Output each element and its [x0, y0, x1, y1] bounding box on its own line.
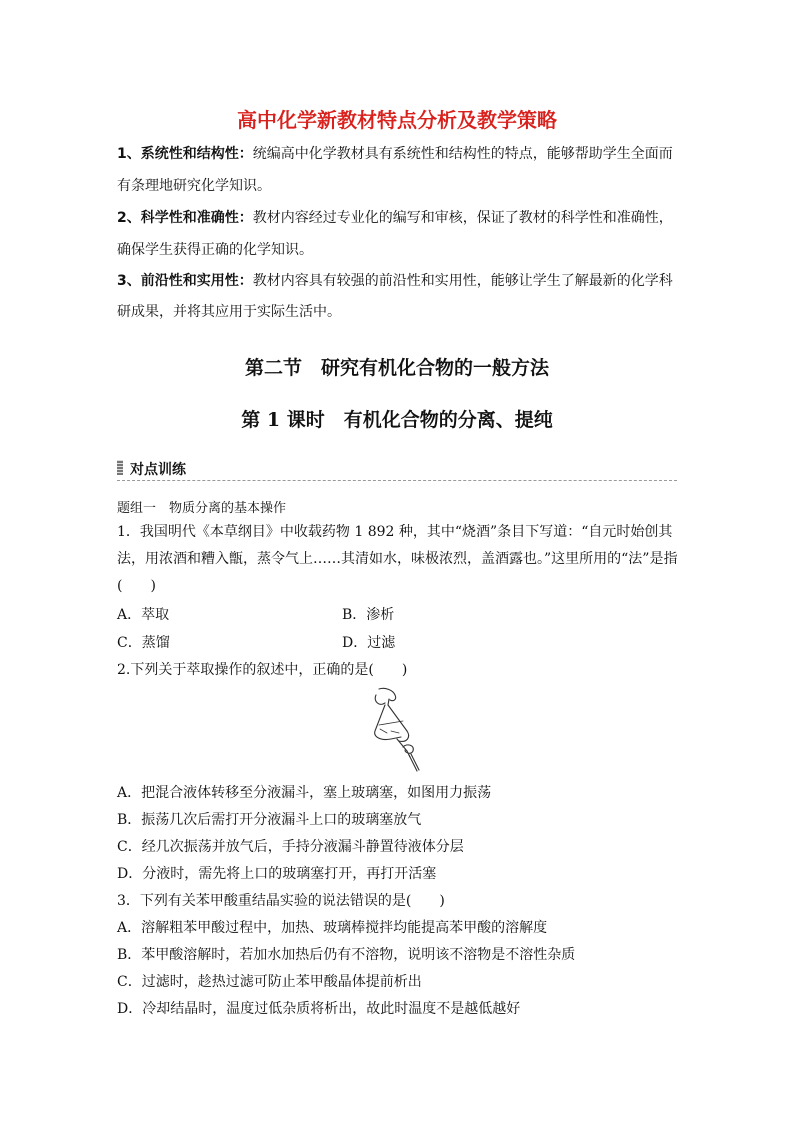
q2-option-c: C．经几次振荡并放气后，手持分液漏斗静置待液体分层: [117, 839, 464, 855]
practice-marker-icon: [117, 460, 123, 475]
q1-option-a: A．萃取: [117, 607, 170, 623]
intro-item-1-cont: 有条理地研究化学知识。: [117, 178, 271, 194]
intro-item-3: 3、前沿性和实用性：教材内容具有较强的前沿性和实用性，能够让学生了解最新的化学科: [117, 273, 673, 289]
divider: [117, 480, 677, 481]
intro-label: 2、科学性和准确性：: [117, 210, 253, 226]
intro-item-2: 2、科学性和准确性：教材内容经过专业化的编写和审核，保证了教材的科学性和准确性，: [117, 210, 673, 226]
q3-option-c: C．过滤时，趁热过滤可防止苯甲酸晶体提前析出: [117, 974, 422, 990]
q3-option-a: A．溶解粗苯甲酸过程中，加热、玻璃棒搅拌均能提高苯甲酸的溶解度: [117, 920, 548, 936]
q2-option-a: A．把混合液体转移至分液漏斗，塞上玻璃塞，如图用力振荡: [117, 785, 492, 801]
q2-option-d: D．分液时，需先将上口的玻璃塞打开，再打开活塞: [117, 866, 437, 882]
q2-option-b: B．振荡几次后需打开分液漏斗上口的玻璃塞放气: [117, 812, 422, 828]
question-1-stem: 1．我国明代《本草纲目》中收载药物 1 892 种，其中“烧酒”条目下写道：“自元时始创其法，用浓酒和糟入甑，蒸令气上……其清如水，味极浓烈，盖酒露也。”这里所用的“法”是指( ): [117, 524, 678, 594]
q1-option-c: C．蒸馏: [117, 635, 170, 651]
lesson-title: 第 1 课时 有机化合物的分离、提纯: [241, 409, 553, 431]
q3-option-d: D．冷却结晶时，温度过低杂质将析出，故此时温度不是越低越好: [117, 1001, 521, 1017]
question-2-stem: 2.下列关于萃取操作的叙述中，正确的是( ): [117, 662, 408, 678]
intro-item-1: 1、系统性和结构性：统编高中化学教材具有系统性和结构性的特点，能够帮助学生全面而: [117, 146, 673, 162]
q1-option-b: B．渗析: [342, 607, 395, 623]
question-3-stem: 3．下列有关苯甲酸重结晶实验的说法错误的是( ): [117, 893, 445, 909]
separatory-funnel-figure: [367, 687, 431, 773]
q1-option-d: D．过滤: [342, 635, 396, 651]
q3-option-b: B．苯甲酸溶解时，若加水加热后仍有不溶物，说明该不溶物是不溶性杂质: [117, 947, 576, 963]
intro-label: 1、系统性和结构性：: [117, 146, 253, 162]
intro-item-2-cont: 确保学生获得正确的化学知识。: [117, 242, 313, 258]
section-title: 第二节 研究有机化合物的一般方法: [244, 357, 549, 379]
intro-item-3-cont: 研成果，并将其应用于实际生活中。: [117, 304, 341, 320]
intro-label: 3、前沿性和实用性：: [117, 273, 253, 289]
group-title: 题组一 物质分离的基本操作: [117, 501, 287, 516]
practice-heading: 对点训练: [130, 462, 186, 478]
main-title: 高中化学新教材特点分析及教学策略: [237, 108, 557, 132]
